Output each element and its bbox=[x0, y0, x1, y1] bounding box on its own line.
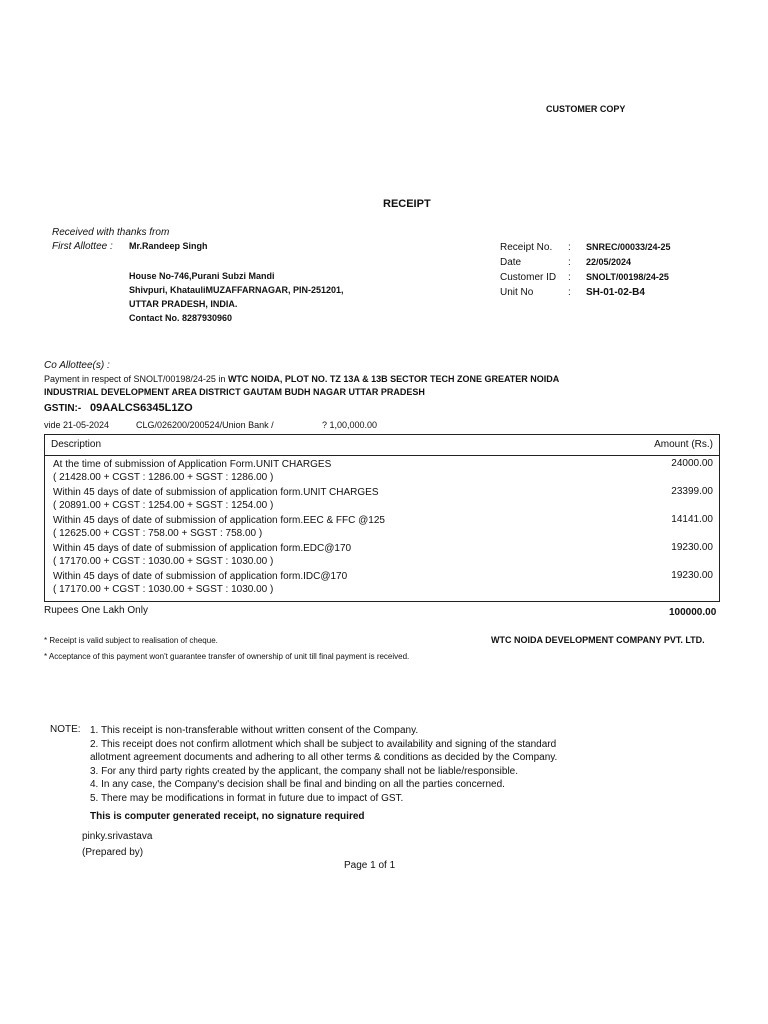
project-name: WTC NOIDA, PLOT NO. TZ 13A & 13B SECTOR TECH ZONE GREATER NOIDA bbox=[227, 374, 560, 384]
address-line: Shivpuri, KhatauliMUZAFFARNAGAR, PIN-251201, bbox=[129, 285, 344, 295]
row-desc-text: Within 45 days of date of submission of application form.UNIT CHARGES bbox=[53, 487, 379, 498]
info-separator: : bbox=[568, 257, 571, 268]
note-item: 3. For any third party rights created by the applicant, the company shall not be liable/responsible. bbox=[90, 765, 519, 777]
total-amount: 100000.00 bbox=[669, 607, 717, 618]
payment-line-1 bbox=[44, 374, 559, 384]
contact-number: Contact No. 8287930960 bbox=[129, 313, 233, 323]
table-row bbox=[45, 514, 719, 542]
page-number: Page 1 of 1 bbox=[344, 860, 396, 871]
note-label: NOTE: bbox=[50, 724, 81, 735]
charges-table bbox=[44, 434, 720, 602]
company-name: WTC NOIDA DEVELOPMENT COMPANY PVT. LTD. bbox=[491, 635, 705, 645]
row-tax-text: ( 12625.00 + CGST : 758.00 + SGST : 758.00 ) bbox=[53, 528, 263, 539]
row-desc-text: Within 45 days of date of submission of application form.EDC@170 bbox=[53, 543, 352, 554]
row-description bbox=[53, 486, 379, 512]
row-description bbox=[53, 458, 331, 484]
note-list bbox=[90, 724, 557, 806]
gstin-label: GSTIN:- bbox=[44, 403, 82, 414]
row-tax-text: ( 20891.00 + CGST : 1254.00 + SGST : 1254.00 ) bbox=[53, 500, 274, 511]
co-allottee-label: Co Allottee(s) : bbox=[44, 360, 110, 371]
description-header: Description bbox=[51, 439, 102, 450]
table-row bbox=[45, 542, 719, 570]
gstin-value: 09AALCS6345L1ZO bbox=[90, 402, 193, 414]
table-row bbox=[45, 458, 719, 486]
row-tax-text: ( 21428.00 + CGST : 1286.00 + SGST : 1286.00 ) bbox=[53, 472, 274, 483]
payment-prefix: Payment in respect of SNOLT/00198/24-25 in bbox=[44, 374, 228, 384]
note-item: 1. This receipt is non-transferable without written consent of the Company. bbox=[90, 725, 419, 736]
row-description bbox=[53, 542, 351, 568]
row-amount: 14141.00 bbox=[671, 514, 713, 525]
copy-label: CUSTOMER COPY bbox=[546, 104, 626, 114]
unit-no-label: Unit No bbox=[500, 287, 534, 298]
received-label: Received with thanks from bbox=[52, 227, 170, 238]
note-item: 2. This receipt does not confirm allotment which shall be subject to availability and signing of the standard bbox=[90, 738, 557, 750]
note-item: 5. There may be modifications in format in future due to impact of GST. bbox=[90, 792, 404, 804]
table-row bbox=[45, 570, 719, 598]
note-item: allotment agreement documents and adhering to all other terms & conditions as decided by the Company. bbox=[90, 752, 558, 764]
date-value: 22/05/2024 bbox=[586, 257, 632, 267]
table-header bbox=[45, 435, 719, 456]
info-separator: : bbox=[568, 272, 571, 283]
row-description bbox=[53, 570, 347, 596]
date-label: Date bbox=[500, 257, 522, 268]
amount-in-words: Rupees One Lakh Only bbox=[44, 605, 148, 616]
receipt-title: RECEIPT bbox=[383, 198, 431, 210]
row-amount: 24000.00 bbox=[671, 458, 713, 469]
allottee-label: First Allottee : bbox=[52, 241, 113, 252]
address-line: UTTAR PRADESH, INDIA. bbox=[129, 299, 238, 309]
row-desc-text: Within 45 days of date of submission of application form.EEC & FFC @125 bbox=[53, 515, 385, 526]
customer-id-label: Customer ID bbox=[500, 272, 557, 283]
row-desc-text: At the time of submission of Application Form.UNIT CHARGES bbox=[53, 459, 332, 470]
cheque-details: CLG/026200/200524/Union Bank / bbox=[136, 420, 274, 430]
computer-generated-notice: This is computer generated receipt, no signature required bbox=[90, 811, 365, 822]
info-separator: : bbox=[568, 242, 571, 253]
prepared-by-name: pinky.srivastava bbox=[82, 831, 153, 842]
prepared-by-label: (Prepared by) bbox=[82, 847, 144, 858]
row-amount: 19230.00 bbox=[671, 570, 713, 581]
vide-date: vide 21-05-2024 bbox=[44, 420, 110, 430]
row-tax-text: ( 17170.00 + CGST : 1030.00 + SGST : 1030.00 ) bbox=[53, 556, 274, 567]
receipt-no-value: SNREC/00033/24-25 bbox=[586, 242, 671, 252]
footnote-cheque: * Receipt is valid subject to realisation of cheque. bbox=[44, 636, 218, 645]
row-desc-text: Within 45 days of date of submission of application form.IDC@170 bbox=[53, 571, 348, 582]
cheque-amount: ? 1,00,000.00 bbox=[322, 420, 378, 430]
amount-header: Amount (Rs.) bbox=[654, 439, 713, 450]
address-line: House No-746,Purani Subzi Mandi bbox=[129, 271, 275, 281]
row-amount: 23399.00 bbox=[671, 486, 713, 497]
row-amount: 19230.00 bbox=[671, 542, 713, 553]
receipt-no-label: Receipt No. bbox=[500, 242, 553, 253]
info-separator: : bbox=[568, 287, 571, 298]
table-row bbox=[45, 486, 719, 514]
row-description bbox=[53, 514, 385, 540]
row-tax-text: ( 17170.00 + CGST : 1030.00 + SGST : 1030.00 ) bbox=[53, 584, 274, 595]
note-item: 4. In any case, the Company's decision shall be final and binding on all the parties concerned. bbox=[90, 779, 505, 791]
allottee-name: Mr.Randeep Singh bbox=[129, 241, 208, 251]
unit-no-value: SH-01-02-B4 bbox=[586, 287, 645, 298]
footnote-ownership: * Acceptance of this payment won't guarantee transfer of ownership of unit till final payment is received. bbox=[44, 652, 410, 661]
payment-line-2: INDUSTRIAL DEVELOPMENT AREA DISTRICT GAUTAM BUDH NAGAR UTTAR PRADESH bbox=[44, 387, 425, 397]
customer-id-value: SNOLT/00198/24-25 bbox=[586, 272, 669, 282]
